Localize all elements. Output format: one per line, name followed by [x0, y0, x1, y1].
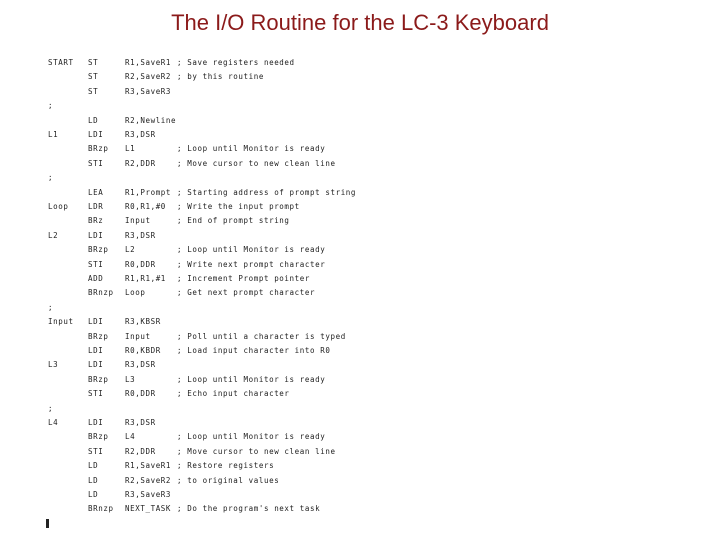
code-line: [0, 388, 720, 400]
code-operands: L4: [125, 432, 136, 442]
code-label: L2: [48, 230, 59, 240]
code-comment: ; Move cursor to new clean line: [177, 158, 336, 168]
code-line: [0, 489, 720, 501]
code-opcode: ADD: [88, 274, 104, 283]
code-line: [0, 446, 720, 458]
code-operands: R3,DSR: [125, 418, 156, 427]
code-operands: R3,SaveR3: [125, 490, 172, 499]
code-label: START: [48, 58, 74, 67]
code-comment: ; Move cursor to new clean line: [177, 446, 336, 456]
code-line: [0, 244, 720, 256]
code-line: [0, 230, 720, 242]
code-operands: Loop: [125, 288, 146, 298]
code-opcode: STI: [88, 446, 104, 456]
code-line: [0, 331, 720, 343]
code-operands: L3: [125, 374, 136, 384]
code-operands: R0,KBDR: [125, 346, 161, 355]
code-line: [0, 100, 720, 112]
code-operands: R3,SaveR3: [125, 86, 172, 96]
code-line: [0, 57, 720, 69]
code-label: ;: [48, 403, 54, 413]
code-comment: ; Do the program's next task: [177, 504, 321, 514]
code-line: [0, 129, 720, 141]
code-line: [0, 374, 720, 386]
code-operands: L2: [125, 245, 136, 255]
code-opcode: STI: [88, 259, 104, 269]
code-operands: R3,DSR: [125, 130, 156, 139]
code-line: [0, 287, 720, 299]
code-opcode: STI: [88, 389, 104, 399]
code-operands: R2,Newline: [125, 115, 177, 125]
code-opcode: ST: [88, 86, 99, 96]
code-comment: ; Loop until Monitor is ready: [177, 374, 326, 384]
code-operands: R1,R1,#1: [125, 274, 166, 283]
code-operands: R2,DDR: [125, 158, 156, 168]
code-opcode: ST: [88, 72, 99, 82]
code-line: [0, 316, 720, 328]
code-label: Loop: [48, 202, 69, 211]
code-line: [0, 215, 720, 227]
code-operands: R0,DDR: [125, 259, 156, 269]
code-label: ;: [48, 173, 54, 183]
page-title: The I/O Routine for the LC-3 Keyboard: [171, 10, 549, 35]
code-label: L1: [48, 130, 59, 139]
code-line: [0, 460, 720, 472]
code-operands: R3,KBSR: [125, 317, 161, 327]
code-operands: R3,DSR: [125, 360, 156, 370]
code-operands: Input: [125, 331, 151, 341]
code-line: [0, 302, 720, 314]
code-opcode: ST: [88, 58, 99, 67]
code-opcode: LDI: [88, 418, 104, 427]
code-line: [0, 359, 720, 371]
code-line: [0, 431, 720, 443]
code-comment: ; Get next prompt character: [177, 288, 316, 298]
code-operands: R1,SaveR1: [125, 461, 172, 471]
code-opcode: LDI: [88, 360, 104, 370]
code-opcode: LEA: [88, 187, 104, 197]
code-line: [0, 86, 720, 98]
code-opcode: BRzp: [88, 432, 109, 442]
code-opcode: LD: [88, 115, 99, 125]
code-opcode: BRnzp: [88, 288, 114, 298]
code-line: [0, 71, 720, 83]
code-comment: ; Starting address of prompt string: [177, 187, 357, 197]
code-opcode: LDI: [88, 230, 104, 240]
code-label: L3: [48, 360, 59, 370]
code-line: [0, 417, 720, 429]
code-line: [0, 503, 720, 515]
code-opcode: LDI: [88, 130, 104, 139]
code-line: [0, 158, 720, 170]
code-operands: R3,DSR: [125, 230, 156, 240]
code-operands: NEXT_TASK: [125, 504, 172, 514]
end-marker: [46, 519, 49, 528]
code-line: [0, 187, 720, 199]
code-opcode: LDI: [88, 317, 104, 327]
code-comment: ; Loop until Monitor is ready: [177, 432, 326, 442]
code-line: [0, 345, 720, 357]
code-line: [0, 273, 720, 285]
code-comment: ; End of prompt string: [177, 216, 290, 226]
code-operands: R1,SaveR1: [125, 58, 172, 67]
code-line: [0, 259, 720, 271]
code-comment: ; Write next prompt character: [177, 259, 326, 269]
code-opcode: BRzp: [88, 374, 109, 384]
code-operands: L1: [125, 144, 136, 154]
code-operands: R0,DDR: [125, 389, 156, 399]
code-operands: Input: [125, 216, 151, 226]
code-comment: ; Poll until a character is typed: [177, 331, 346, 341]
code-comment: ; Load input character into R0: [177, 346, 331, 355]
code-opcode: BRzp: [88, 245, 109, 255]
code-operands: R2,SaveR2: [125, 475, 172, 485]
code-opcode: LDR: [88, 202, 104, 211]
code-label: ;: [48, 302, 54, 312]
code-line: [0, 172, 720, 184]
code-label: ;: [48, 101, 54, 111]
code-comment: ; Save registers needed: [177, 58, 295, 67]
code-opcode: BRzp: [88, 144, 109, 154]
code-comment: ; Write the input prompt: [177, 202, 300, 211]
code-operands: R2,SaveR2: [125, 72, 172, 82]
code-opcode: LD: [88, 461, 99, 471]
code-label: Input: [48, 317, 74, 327]
code-opcode: BRnzp: [88, 504, 114, 514]
code-opcode: LD: [88, 490, 99, 499]
code-opcode: BRzp: [88, 331, 109, 341]
code-comment: ; Loop until Monitor is ready: [177, 144, 326, 154]
code-line: [0, 475, 720, 487]
code-line: [0, 201, 720, 213]
code-opcode: BRz: [88, 216, 104, 226]
code-opcode: STI: [88, 158, 104, 168]
code-operands: R2,DDR: [125, 446, 156, 456]
code-line: [0, 115, 720, 127]
code-operands: R0,R1,#0: [125, 202, 166, 211]
code-comment: ; Loop until Monitor is ready: [177, 245, 326, 255]
code-line: [0, 143, 720, 155]
code-opcode: LDI: [88, 346, 104, 355]
code-comment: ; Increment Prompt pointer: [177, 274, 310, 283]
code-comment: ; by this routine: [177, 72, 264, 82]
code-label: L4: [48, 418, 59, 427]
code-comment: ; Restore registers: [177, 461, 275, 471]
code-operands: R1,Prompt: [125, 187, 172, 197]
code-comment: ; to original values: [177, 475, 280, 485]
code-opcode: LD: [88, 475, 99, 485]
code-comment: ; Echo input character: [177, 389, 290, 399]
code-line: [0, 403, 720, 415]
